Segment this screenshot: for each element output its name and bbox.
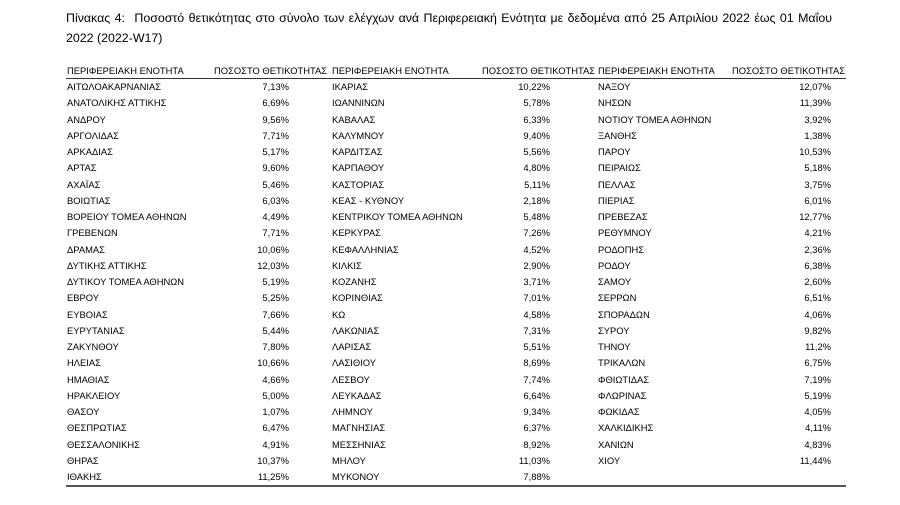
region-cell: ΚΕΦΑΛΛΗΝΙΑΣ: [332, 243, 399, 255]
rate-cell: 12,03%: [257, 259, 289, 271]
rate-cell: 7,31%: [523, 324, 550, 336]
region-cell: ΚΑΣΤΟΡΙΑΣ: [332, 178, 385, 190]
region-cell: ΘΑΣΟΥ: [67, 406, 100, 417]
rate-cell: 4,80%: [523, 162, 550, 174]
rate-cell: 4,06%: [804, 308, 831, 320]
region-cell: ΚΕΝΤΡΙΚΟΥ ΤΟΜΕΑ ΑΘΗΝΩΝ: [332, 211, 463, 222]
region-cell: ΚΕΑΣ - ΚΥΘΝΟΥ: [332, 194, 405, 206]
rate-cell: 7,26%: [523, 227, 550, 239]
region-cell: ΜΥΚΟΝΟΥ: [332, 471, 380, 482]
rate-cell: 7,19%: [804, 373, 831, 385]
caption-label: Πίνακας 4:: [66, 11, 125, 25]
region-cell: ΡΟΔΟΠΗΣ: [598, 243, 645, 255]
rate-cell: 4,83%: [804, 438, 831, 450]
table-row: [66, 225, 846, 241]
region-cell: ΦΩΚΙΔΑΣ: [598, 406, 640, 417]
rate-cell: [731, 469, 846, 485]
rate-cell: 5,56%: [523, 146, 550, 157]
rate-cell: 5,78%: [523, 97, 550, 109]
region-cell: ΑΝΔΡΟΥ: [67, 113, 106, 125]
table-row: [66, 290, 846, 306]
region-cell: ΠΕΛΛΑΣ: [598, 178, 636, 190]
rate-cell: 8,92%: [523, 438, 550, 450]
region-cell: ΗΡΑΚΛΕΙΟΥ: [67, 389, 121, 401]
region-cell: ΓΡΕΒΕΝΩΝ: [67, 227, 118, 239]
rate-cell: 6,64%: [523, 389, 550, 401]
region-cell: ΗΛΕΙΑΣ: [67, 357, 101, 369]
region-cell: ΔΡΑΜΑΣ: [67, 243, 105, 255]
rate-cell: 12,07%: [799, 81, 831, 92]
region-cell: ΘΗΡΑΣ: [67, 454, 99, 466]
rate-cell: 7,71%: [262, 227, 289, 239]
region-cell: ΚΟΡΙΝΘΙΑΣ: [332, 292, 383, 304]
region-cell: ΑΙΤΩΛΟΑΚΑΡΝΑΝΙΑΣ: [67, 81, 162, 92]
region-cell: ΦΘΙΩΤΙΔΑΣ: [598, 373, 650, 385]
region-cell: ΑΡΓΟΛΙΔΑΣ: [67, 129, 119, 141]
rate-cell: 5,44%: [262, 324, 289, 336]
region-cell: ΕΥΒΟΙΑΣ: [67, 308, 108, 320]
rate-cell: 10,06%: [257, 243, 289, 255]
column-header-rate: ΠΟΣΟΣΤΟ ΘΕΤΙΚΟΤΗΤΑΣ: [732, 65, 846, 76]
region-cell: [597, 469, 731, 485]
table-row: [66, 404, 846, 420]
rate-cell: 5,19%: [262, 276, 289, 287]
rate-cell: 3,71%: [523, 276, 550, 287]
region-cell: ΛΕΥΚΑΔΑΣ: [332, 389, 382, 401]
rate-cell: 2,18%: [523, 194, 550, 206]
region-cell: ΤΡΙΚΑΛΩΝ: [598, 357, 646, 369]
table-row: [66, 112, 846, 128]
rate-cell: 4,91%: [262, 438, 289, 450]
table-row: [66, 258, 846, 274]
table-row: [66, 453, 846, 469]
caption-text: Ποσοστό θετικότητας στο σύνολο των ελέγχων ανά Περιφερειακή Ενότητα με δεδομένα από 25 Απριλίου 2022 έως 01 Μαΐου 2022 (2022-W17): [66, 11, 832, 45]
rate-cell: 2,60%: [804, 276, 831, 287]
region-cell: ΝΑΞΟΥ: [598, 81, 631, 92]
rate-cell: 1,07%: [262, 406, 289, 417]
region-cell: ΔΥΤΙΚΗΣ ΑΤΤΙΚΗΣ: [67, 259, 147, 271]
table-row: [66, 372, 846, 388]
region-cell: ΚΑΡΔΙΤΣΑΣ: [332, 146, 383, 157]
table-row: [66, 79, 846, 95]
table-row: [66, 242, 846, 258]
rate-cell: 5,11%: [524, 178, 550, 190]
region-cell: ΧΙΟΥ: [598, 454, 621, 466]
region-cell: ΕΒΡΟΥ: [67, 292, 100, 304]
region-cell: ΚΕΡΚΥΡΑΣ: [332, 227, 381, 239]
region-cell: ΠΑΡΟΥ: [598, 146, 631, 157]
region-cell: ΒΟΡΕΙΟΥ ΤΟΜΕΑ ΑΘΗΝΩΝ: [67, 211, 187, 222]
rate-cell: 5,19%: [804, 389, 831, 401]
region-cell: ΛΗΜΝΟΥ: [332, 406, 373, 417]
data-table: [66, 63, 846, 487]
rate-cell: 4,21%: [804, 227, 831, 239]
table-row: [66, 209, 846, 225]
region-cell: ΛΑΡΙΣΑΣ: [332, 341, 372, 352]
table-row: [66, 144, 846, 160]
rate-cell: 5,18%: [804, 162, 831, 174]
rate-cell: 10,66%: [257, 357, 289, 369]
region-cell: ΝΗΣΩΝ: [598, 97, 632, 109]
column-header-region: ΠΕΡΙΦΕΡΕΙΑΚΗ ΕΝΟΤΗΤΑ: [67, 65, 184, 76]
rate-cell: 6,69%: [262, 97, 289, 109]
region-cell: ΑΝΑΤΟΛΙΚΗΣ ΑΤΤΙΚΗΣ: [67, 97, 167, 109]
rate-cell: 6,38%: [804, 259, 831, 271]
rate-cell: 4,58%: [523, 308, 550, 320]
region-cell: ΠΕΙΡΑΙΩΣ: [598, 162, 641, 174]
region-cell: ΝΟΤΙΟΥ ΤΟΜΕΑ ΑΘΗΝΩΝ: [598, 113, 712, 125]
rate-cell: 11,39%: [799, 97, 831, 109]
rate-cell: 3,75%: [804, 178, 831, 190]
region-cell: ΚΙΛΚΙΣ: [332, 259, 362, 271]
region-cell: ΜΑΓΝΗΣΙΑΣ: [332, 422, 386, 434]
rate-cell: 7,80%: [262, 341, 289, 352]
region-cell: ΧΑΝΙΩΝ: [598, 438, 634, 450]
region-cell: ΚΑΡΠΑΘΟΥ: [332, 162, 385, 174]
region-cell: ΡΕΘΥΜΝΟΥ: [598, 227, 652, 239]
region-cell: ΦΛΩΡΙΝΑΣ: [598, 389, 647, 401]
region-cell: ΛΑΣΙΘΙΟΥ: [332, 357, 377, 369]
table-row: [66, 469, 846, 485]
table-row: [66, 355, 846, 371]
table-row: [66, 307, 846, 323]
region-cell: ΡΟΔΟΥ: [598, 259, 631, 271]
region-cell: ΞΑΝΘΗΣ: [598, 129, 637, 141]
rate-cell: 7,71%: [262, 129, 289, 141]
rate-cell: 6,33%: [523, 113, 550, 125]
table-row: [66, 160, 846, 176]
region-cell: ΕΥΡΥΤΑΝΙΑΣ: [67, 324, 125, 336]
region-cell: ΤΗΝΟΥ: [598, 341, 631, 352]
region-cell: ΘΕΣΣΑΛΟΝΙΚΗΣ: [67, 438, 140, 450]
rate-cell: 6,01%: [804, 194, 831, 206]
rate-cell: 7,13%: [262, 81, 289, 92]
rate-cell: 11,2%: [805, 341, 831, 352]
region-cell: ΑΧΑΪΑΣ: [67, 178, 101, 190]
table-header: [66, 63, 846, 79]
rate-cell: 8,69%: [523, 357, 550, 369]
column-header-rate: ΠΟΣΟΣΤΟ ΘΕΤΙΚΟΤΗΤΑΣ: [482, 65, 596, 76]
region-cell: ΙΩΑΝΝΙΝΩΝ: [332, 97, 385, 109]
rate-cell: 5,25%: [262, 292, 289, 304]
region-cell: ΙΚΑΡΙΑΣ: [332, 81, 369, 92]
region-cell: ΚΑΒΑΛΑΣ: [332, 113, 376, 125]
region-cell: ΘΕΣΠΡΩΤΙΑΣ: [67, 422, 127, 434]
region-cell: ΣΥΡΟΥ: [598, 324, 630, 336]
rate-cell: 6,37%: [523, 422, 550, 434]
rate-cell: 4,66%: [262, 373, 289, 385]
table-row: [66, 95, 846, 111]
rate-cell: 12,77%: [799, 211, 831, 222]
rate-cell: 7,74%: [523, 373, 550, 385]
rate-cell: 2,90%: [523, 259, 550, 271]
rate-cell: 2,36%: [804, 243, 831, 255]
region-cell: ΖΑΚΥΝΘΟΥ: [67, 341, 119, 352]
region-cell: ΜΗΛΟΥ: [332, 454, 366, 466]
rate-cell: 11,25%: [257, 471, 289, 482]
rate-cell: 6,47%: [262, 422, 289, 434]
rate-cell: 11,44%: [799, 454, 831, 466]
region-cell: ΚΟΖΑΝΗΣ: [332, 276, 377, 287]
table-row: [66, 177, 846, 193]
rate-cell: 10,53%: [799, 146, 831, 157]
rate-cell: 5,46%: [262, 178, 289, 190]
table-body: [66, 79, 846, 487]
region-cell: ΚΑΛΥΜΝΟΥ: [332, 129, 385, 141]
rate-cell: 9,82%: [804, 324, 831, 336]
table-row: [66, 274, 846, 290]
region-cell: ΧΑΛΚΙΔΙΚΗΣ: [598, 422, 654, 434]
rate-cell: 4,49%: [262, 211, 289, 222]
table-caption: [66, 8, 832, 48]
table-row: [66, 193, 846, 209]
rate-cell: 4,05%: [804, 406, 831, 417]
table-row: [66, 339, 846, 355]
rate-cell: 9,40%: [523, 129, 550, 141]
region-cell: ΗΜΑΘΙΑΣ: [67, 373, 110, 385]
rate-cell: 6,51%: [804, 292, 831, 304]
rate-cell: 6,03%: [262, 194, 289, 206]
rate-cell: 1,38%: [804, 129, 831, 141]
table-row: [66, 128, 846, 144]
table-row: [66, 437, 846, 453]
rate-cell: 9,56%: [262, 113, 289, 125]
rate-cell: 5,48%: [523, 211, 550, 222]
region-cell: ΜΕΣΣΗΝΙΑΣ: [332, 438, 386, 450]
rate-cell: 10,22%: [518, 81, 550, 92]
region-cell: ΑΡΤΑΣ: [67, 162, 97, 174]
rate-cell: 6,75%: [804, 357, 831, 369]
rate-cell: 3,92%: [804, 113, 831, 125]
column-header-rate: ΠΟΣΟΣΤΟ ΘΕΤΙΚΟΤΗΤΑΣ: [214, 65, 328, 76]
rate-cell: 5,00%: [262, 389, 289, 401]
rate-cell: 7,88%: [523, 471, 550, 482]
region-cell: ΣΠΟΡΑΔΩΝ: [598, 308, 650, 320]
region-cell: ΠΡΕΒΕΖΑΣ: [598, 211, 648, 222]
region-cell: ΣΑΜΟΥ: [598, 276, 632, 287]
rate-cell: 7,66%: [262, 308, 289, 320]
region-cell: ΑΡΚΑΔΙΑΣ: [67, 146, 113, 157]
region-cell: ΔΥΤΙΚΟΥ ΤΟΜΕΑ ΑΘΗΝΩΝ: [67, 276, 185, 287]
region-cell: ΛΑΚΩΝΙΑΣ: [332, 324, 380, 336]
table-row: [66, 323, 846, 339]
region-cell: ΠΙΕΡΙΑΣ: [598, 194, 635, 206]
rate-cell: 10,37%: [257, 454, 289, 466]
region-cell: ΛΕΣΒΟΥ: [332, 373, 370, 385]
column-header-region: ΠΕΡΙΦΕΡΕΙΑΚΗ ΕΝΟΤΗΤΑ: [598, 65, 715, 76]
rate-cell: 11,03%: [518, 454, 550, 466]
region-cell: ΚΩ: [332, 308, 346, 320]
region-cell: ΣΕΡΡΩΝ: [598, 292, 637, 304]
rate-cell: 4,52%: [523, 243, 550, 255]
rate-cell: 4,11%: [805, 422, 831, 434]
rate-cell: 7,01%: [523, 292, 550, 304]
region-cell: ΒΟΙΩΤΙΑΣ: [67, 194, 111, 206]
rate-cell: 9,34%: [523, 406, 550, 417]
table-row: [66, 388, 846, 404]
region-cell: ΙΘΑΚΗΣ: [67, 471, 102, 482]
rate-cell: 5,17%: [262, 146, 289, 157]
rate-cell: 9,60%: [262, 162, 289, 174]
column-header-region: ΠΕΡΙΦΕΡΕΙΑΚΗ ΕΝΟΤΗΤΑ: [332, 65, 449, 76]
rate-cell: 5,51%: [523, 341, 550, 352]
table-row: [66, 420, 846, 436]
